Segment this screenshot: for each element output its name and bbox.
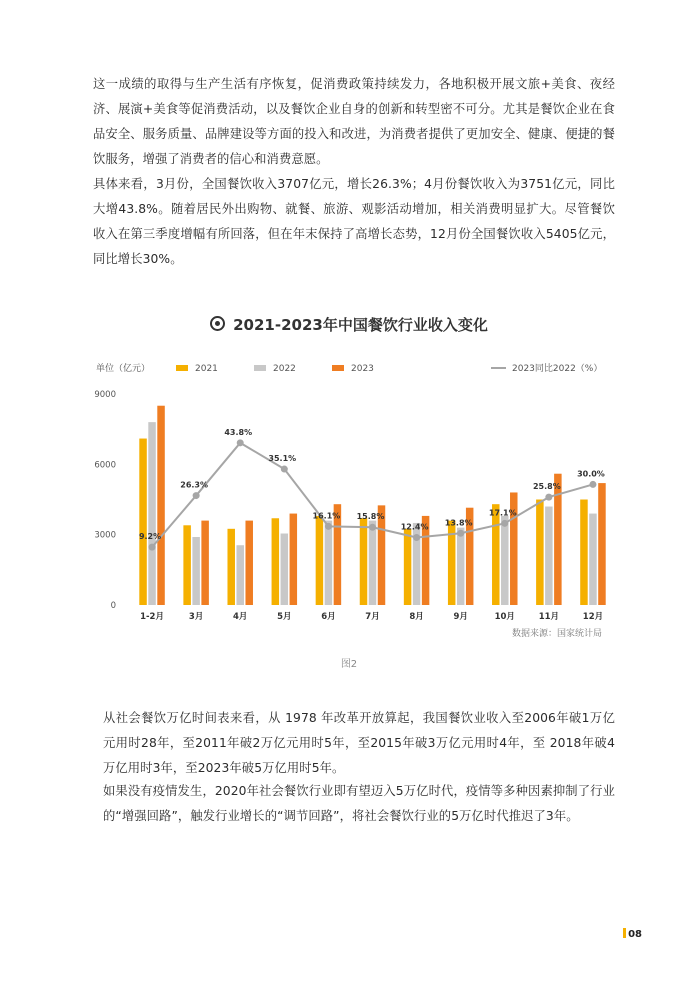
bar-2021-3 [272,518,280,605]
legend-swatch-2021 [176,365,188,371]
paragraph-trillion-timeline: 从社会餐饮万亿时间表来看，从 1978 年改革开放算起，我国餐饮业收入至2006年破1万亿元用时28年，至2011年破2万亿元用时5年，至2015年破3万亿元用时4年，至 2018年破4万亿用时3年，至2023年破5万亿用时5年。 [103,711,615,775]
page-number-text: 08 [628,929,642,940]
yoy-point [545,494,552,501]
x-tick-label: 4月 [233,612,248,622]
bar-2023-3 [290,514,298,605]
legend-label-2021: 2021 [195,364,218,374]
yoy-point [237,439,244,446]
x-tick-label: 7月 [365,612,380,622]
yoy-data-label: 26.3% [180,480,209,490]
yoy-data-label: 15.8% [356,512,385,522]
yoy-point [369,524,376,531]
bar-2022-3 [281,533,289,605]
legend-label-2023: 2023 [351,364,374,374]
yoy-data-label: 16.1% [312,511,341,521]
yoy-data-label: 25.8% [532,482,561,492]
x-tick-label: 3月 [188,612,204,622]
bar-2021-4 [316,516,324,605]
target-icon [210,316,225,331]
yoy-point [325,523,332,530]
bar-2021-9 [536,500,544,606]
paragraph-consumption-recovery: 这一成绩的取得与生产生活有序恢复，促消费政策持续发力，各地积极开展文旅+美食、夜经济、展演+美食等促消费活动，以及餐饮企业自身的创新和转型密不可分。尤其是餐饮企业在食品安全、服务质量、品牌建设等方面的投入和改进，为消费者提供了更加安全、健康、便捷的餐饮服务，增强了消费者的信心和消费意愿。 [93,77,615,166]
bar-2023-2 [245,521,253,605]
yoy-point [149,544,156,551]
paragraph-pandemic-impact: 如果没有疫情发生，2020年社会餐饮行业即有望迈入5万亿时代，疫情等多种因素抑制了行业的“增强回路”，触发行业增长的“调节回路”，将社会餐饮行业的5万亿时代推迟了3年。 [103,784,615,823]
unit-label: 单位（亿元） [96,364,151,374]
x-tick-label: 1-2月 [140,612,164,622]
bar-2023-0 [157,406,165,605]
bar-2022-9 [545,507,553,605]
yoy-data-label: 12.4% [400,522,429,532]
yoy-data-label: 30.0% [577,469,605,479]
page-number [623,928,642,940]
bar-2021-1 [183,525,191,605]
x-tick-label: 10月 [494,612,515,622]
bar-2021-6 [404,529,412,605]
x-tick-label: 6月 [321,612,336,622]
bar-2022-10 [589,514,597,605]
page-number-marker [623,928,626,938]
x-tick-label: 8月 [409,612,424,622]
bar-2022-4 [325,521,333,605]
yoy-point [589,481,596,488]
legend-label-yoy: 2023同比2022（%） [512,364,603,374]
bar-2021-5 [360,518,368,605]
yoy-point [413,534,420,541]
yoy-point [281,466,288,473]
yoy-data-label: 35.1% [268,454,297,464]
y-tick-label: 0 [110,601,116,611]
chart-title [0,314,698,335]
bar-2021-8 [492,504,500,605]
chart-title-text: 2021-2023年中国餐饮行业收入变化 [233,316,488,334]
y-tick-label: 9000 [94,390,116,400]
y-tick-label: 6000 [94,460,116,471]
x-tick-label: 12月 [582,612,604,622]
bar-2021-2 [227,529,235,605]
bar-2022-8 [501,516,509,605]
yoy-point [457,530,464,537]
yoy-point [193,492,200,499]
legend-swatch-2023 [332,365,344,371]
bar-2022-0 [148,422,156,605]
bar-2022-5 [369,521,377,605]
yoy-point [501,520,508,527]
bar-2022-7 [457,528,465,605]
x-tick-label: 11月 [538,612,560,622]
x-tick-label: 9月 [453,612,468,622]
figure-caption: 图2 [340,659,358,670]
bar-2022-2 [236,545,244,605]
bar-2021-10 [580,500,588,606]
x-tick-label: 5月 [277,612,292,622]
paragraph-monthly-detail: 具体来看，3月份，全国餐饮收入3707亿元，增长26.3%；4月份餐饮收入为3751亿元，同比大增43.8%。随着居民外出购物、就餐、旅游、观影活动增加，相关消费明显扩大。尽管餐饮收入在第三季度增幅有所回落，但在年末保持了高增长态势，12月份全国餐饮收入5405亿元，同比增长30%。 [93,177,615,266]
yoy-data-label: 9.2% [138,532,162,542]
yoy-data-label: 17.1% [488,508,517,518]
bar-2021-0 [139,439,147,605]
yoy-data-label: 43.8% [224,427,253,437]
y-tick-label: 3000 [94,530,116,541]
legend-swatch-2022 [254,365,266,371]
bar-2022-1 [192,537,200,605]
yoy-data-label: 13.8% [444,518,473,528]
bar-2023-1 [201,521,209,605]
bar-2023-10 [598,483,606,605]
revenue-chart [80,350,620,650]
legend-label-2022: 2022 [273,364,296,374]
data-source: 数据来源：国家统计局 [511,629,602,639]
